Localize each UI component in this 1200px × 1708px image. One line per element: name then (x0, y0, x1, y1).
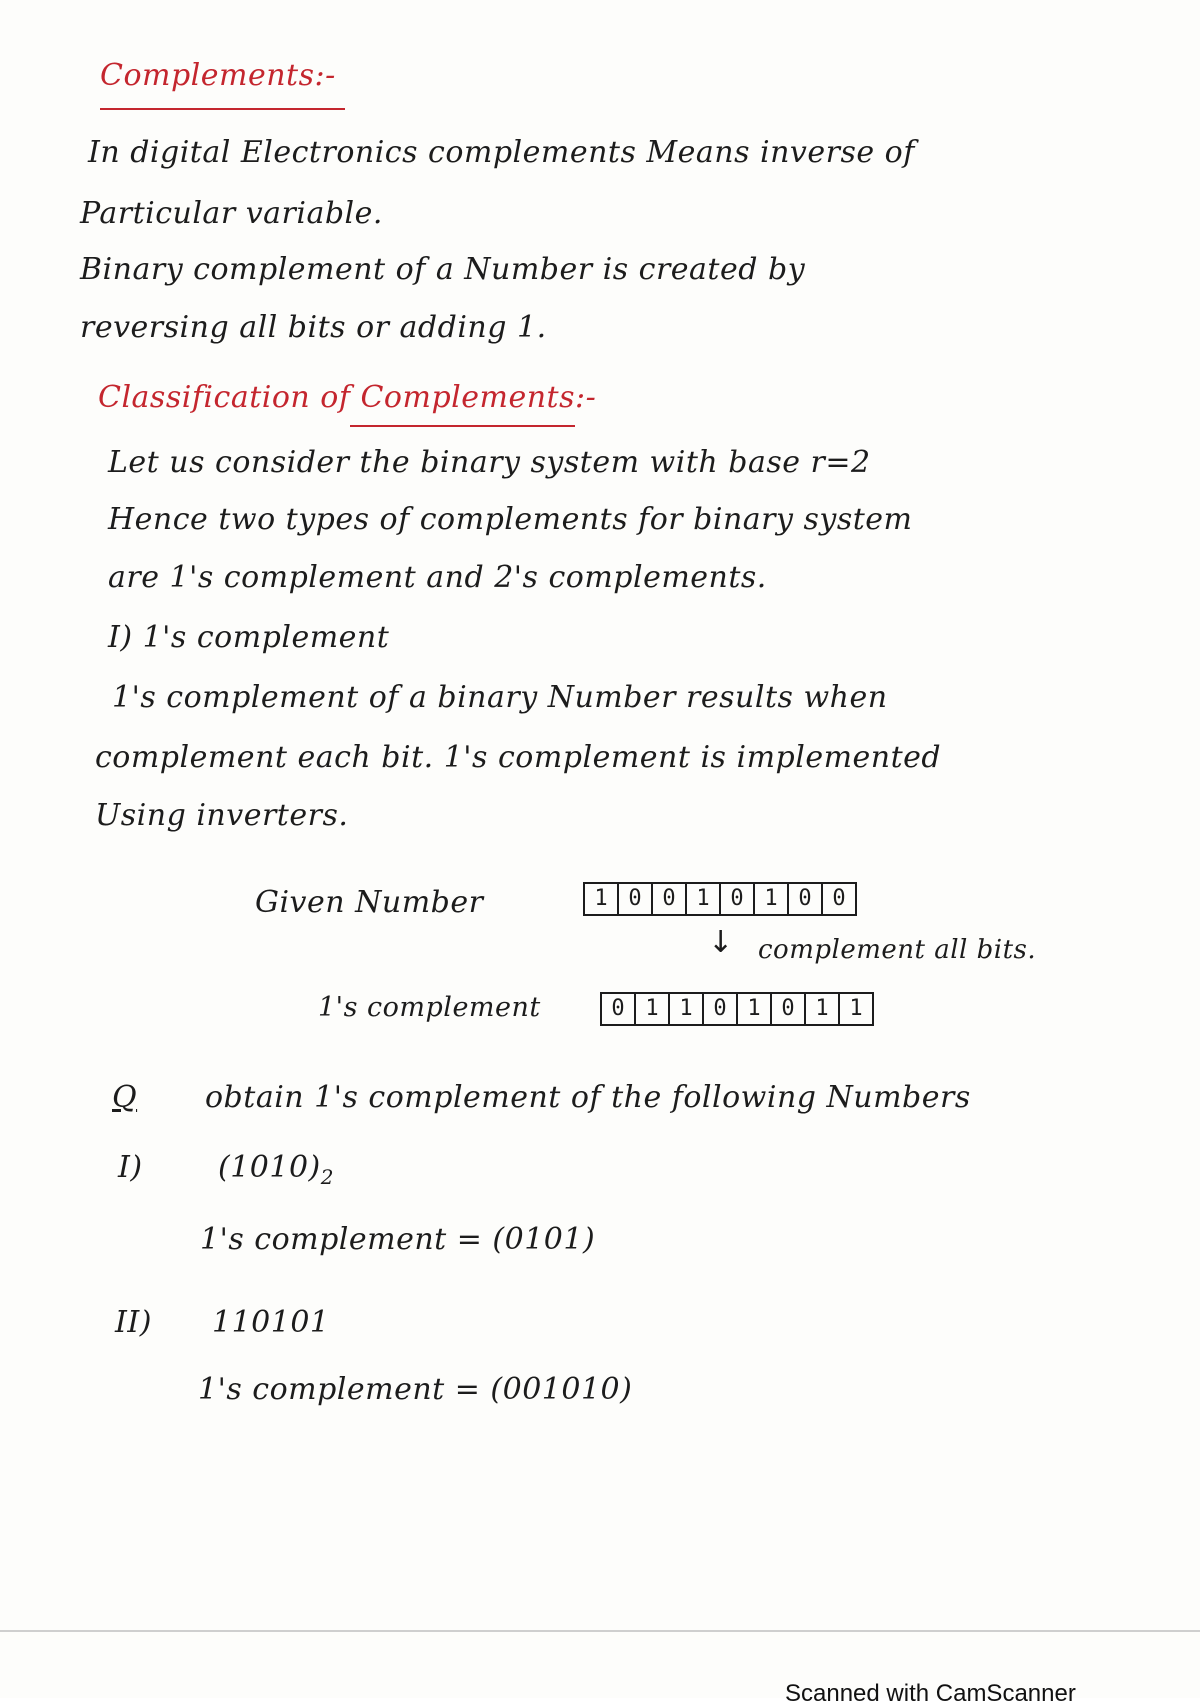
result-bit: 1 (738, 994, 772, 1024)
page-heading: Complements:- (100, 58, 336, 93)
result-bit: 1 (806, 994, 840, 1024)
item-1-base: 2 (320, 1165, 334, 1189)
question-text: obtain 1's complement of the following Numbers (205, 1080, 971, 1115)
intro-line-4: reversing all bits or adding 1. (80, 310, 547, 345)
classification-underline (350, 425, 575, 427)
intro-line-1: In digital Electronics complements Means inverse of (88, 135, 915, 170)
result-label: 1's complement (318, 992, 541, 1023)
item-2-number: II) (115, 1305, 152, 1340)
result-bit: 1 (849, 996, 863, 1021)
given-number-label: Given Number (255, 885, 484, 920)
given-bit: 0 (832, 886, 846, 911)
down-arrow-icon: ↓ (708, 925, 734, 960)
scanner-watermark: Scanned with CamScanner (785, 1680, 1076, 1707)
complement-note: complement all bits. (758, 935, 1037, 965)
result-bit: 1 (636, 994, 670, 1024)
classification-line-2: Hence two types of complements for binary system (108, 502, 913, 537)
result-bit: 0 (602, 994, 636, 1024)
item-1-answer: 1's complement = (0101) (200, 1222, 596, 1257)
intro-line-2: Particular variable. (80, 196, 383, 231)
question-marker: Q (112, 1080, 138, 1115)
ones-text-line-2: complement each bit. 1's complement is implemented (95, 740, 942, 775)
classification-line-1: Let us consider the binary system with base r=2 (108, 445, 871, 480)
item-1-digits: (1010) (218, 1150, 321, 1185)
classification-line-3: are 1's complement and 2's complements. (108, 560, 767, 595)
result-bit: 0 (704, 994, 738, 1024)
item-1-number: I) (118, 1150, 143, 1185)
result-bits (600, 992, 874, 1026)
ones-complement-title: I) 1's complement (108, 620, 390, 655)
given-bit: 0 (619, 884, 653, 914)
ones-text-line-1: 1's complement of a binary Number results when (112, 680, 888, 715)
footer-divider (0, 1630, 1200, 1632)
given-bit: 0 (721, 884, 755, 914)
item-2-value: 110101 (212, 1305, 330, 1340)
heading-underline (100, 108, 345, 110)
item-2-answer: 1's complement = (001010) (198, 1372, 633, 1407)
ones-text-line-3: Using inverters. (95, 798, 349, 833)
given-bit: 1 (585, 884, 619, 914)
given-bit: 0 (789, 884, 823, 914)
given-bit: 1 (687, 884, 721, 914)
result-bit: 1 (670, 994, 704, 1024)
result-bit: 0 (772, 994, 806, 1024)
given-bit: 0 (653, 884, 687, 914)
intro-line-3: Binary complement of a Number is created by (80, 252, 806, 287)
given-number-bits (583, 882, 857, 916)
classification-heading: Classification of Complements:- (98, 380, 597, 415)
given-bit: 1 (755, 884, 789, 914)
item-1-value (218, 1150, 334, 1189)
